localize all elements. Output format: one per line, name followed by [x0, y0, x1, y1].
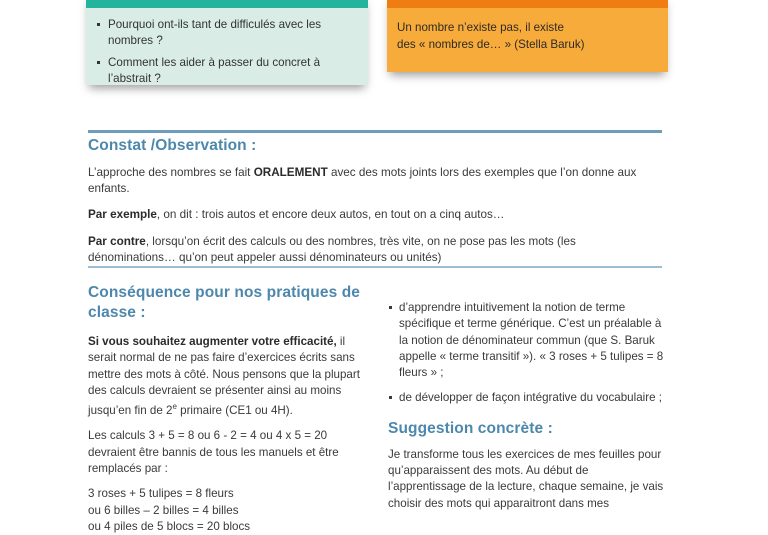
column-right — [388, 300, 666, 521]
column-left — [88, 283, 360, 535]
list-item: de développer de façon intégrative du vocabulaire ; — [388, 390, 666, 406]
callout-orange-header — [387, 0, 668, 8]
paragraph-oralement — [88, 165, 666, 197]
section-heading-consequence: Conséquence pour nos pratiques de classe : — [88, 284, 361, 321]
constat-body — [88, 165, 666, 266]
divider-rule-middle — [88, 266, 662, 268]
section-heading-constat: Constat /Observation : — [88, 137, 257, 154]
callout-box-questions — [86, 0, 368, 85]
text-tail: primaire (CE1 ou 4H). — [176, 404, 293, 418]
callout-green-body — [86, 8, 368, 85]
example-line-1: 3 roses + 5 tulipes = 8 fleurs — [88, 487, 234, 501]
divider-rule-top — [88, 130, 662, 133]
text-rest: , lorsqu’on écrit des calculs ou des nombres, très vite, on ne pose pas les mots (les dénominations… qu’on peut appeler aussi dénominateurs ou unités) — [88, 234, 576, 264]
list-item: Comment les aider à passer du concret à l’abstrait ? — [96, 55, 356, 86]
paragraph-par-contre — [88, 234, 666, 266]
list-item: Pourquoi ont-ils tant de difficulés avec les nombres ? — [96, 17, 356, 48]
callout-orange-body — [387, 8, 668, 72]
example-list — [88, 486, 360, 535]
section-constat-observation — [88, 136, 666, 266]
text-rest: , on dit : trois autos et encore deux autos, en tout on a cinq autos… — [156, 208, 505, 222]
list-item: d’apprendre intuitivement la notion de terme spécifique et terme générique. C’est un préalable à la notion de dénominateur commun (que S. Baruk appelle « terme transitif »). « 3 roses + 5 tulipes = 8 fleurs » ; — [388, 300, 666, 381]
paragraph-calculs-bannis: Les calculs 3 + 5 = 8 ou 6 - 2 = 4 ou 4 x 5 = 20 devraient être bannis de tous les manuels et être remplacés par : — [88, 429, 339, 475]
example-line-2: ou 6 billes – 2 billes = 4 billes — [88, 503, 239, 517]
text-emphasis-efficacite: Si vous souhaitez augmenter votre efficacité, — [88, 335, 337, 348]
text-lead: L’approche des nombres se fait — [88, 166, 254, 179]
text-label-par-contre: Par contre — [88, 234, 146, 248]
left-column-body — [88, 334, 360, 535]
example-line-3: ou 4 piles de 5 blocs = 20 blocs — [88, 519, 251, 533]
section-suggestion-concrete — [388, 419, 666, 512]
text-rest: il serait normal de ne pas faire d’exercices écrits sans mettre des mots à côté. Nous pensons que la plupart des calculs devraient se présenter ainsi au moins jusqu’en fin de 2 — [88, 335, 360, 418]
text-label-par-exemple: Par exemple — [88, 208, 157, 222]
suggestion-body — [388, 447, 666, 512]
quote-line-1: Un nombre n’existe pas, il existe — [397, 21, 564, 34]
text-rest: avec des mots joints lors des exemples que l’on donne aux enfants. — [88, 166, 637, 196]
section-heading-suggestion: Suggestion concrète : — [388, 419, 553, 437]
benefits-list — [388, 300, 666, 407]
callout-green-header — [86, 0, 368, 8]
text-superscript: e — [172, 402, 177, 412]
paragraph-suggestion: Je transforme tous les exercices de mes feuilles pour qu’apparaissent des mots. Au début de l’apprentissage de la lecture, chaque semaine, je vais choisir des mots qui apparaitront dans mes — [388, 447, 664, 510]
question-list — [96, 17, 356, 86]
paragraph-par-exemple — [88, 207, 666, 223]
quote-line-2: des « nombres de… » (Stella Baruk) — [397, 38, 585, 51]
text-emphasis-oralement: ORALEMENT — [253, 166, 328, 179]
callout-box-quote — [387, 0, 668, 72]
paragraph-efficacite — [88, 334, 360, 419]
